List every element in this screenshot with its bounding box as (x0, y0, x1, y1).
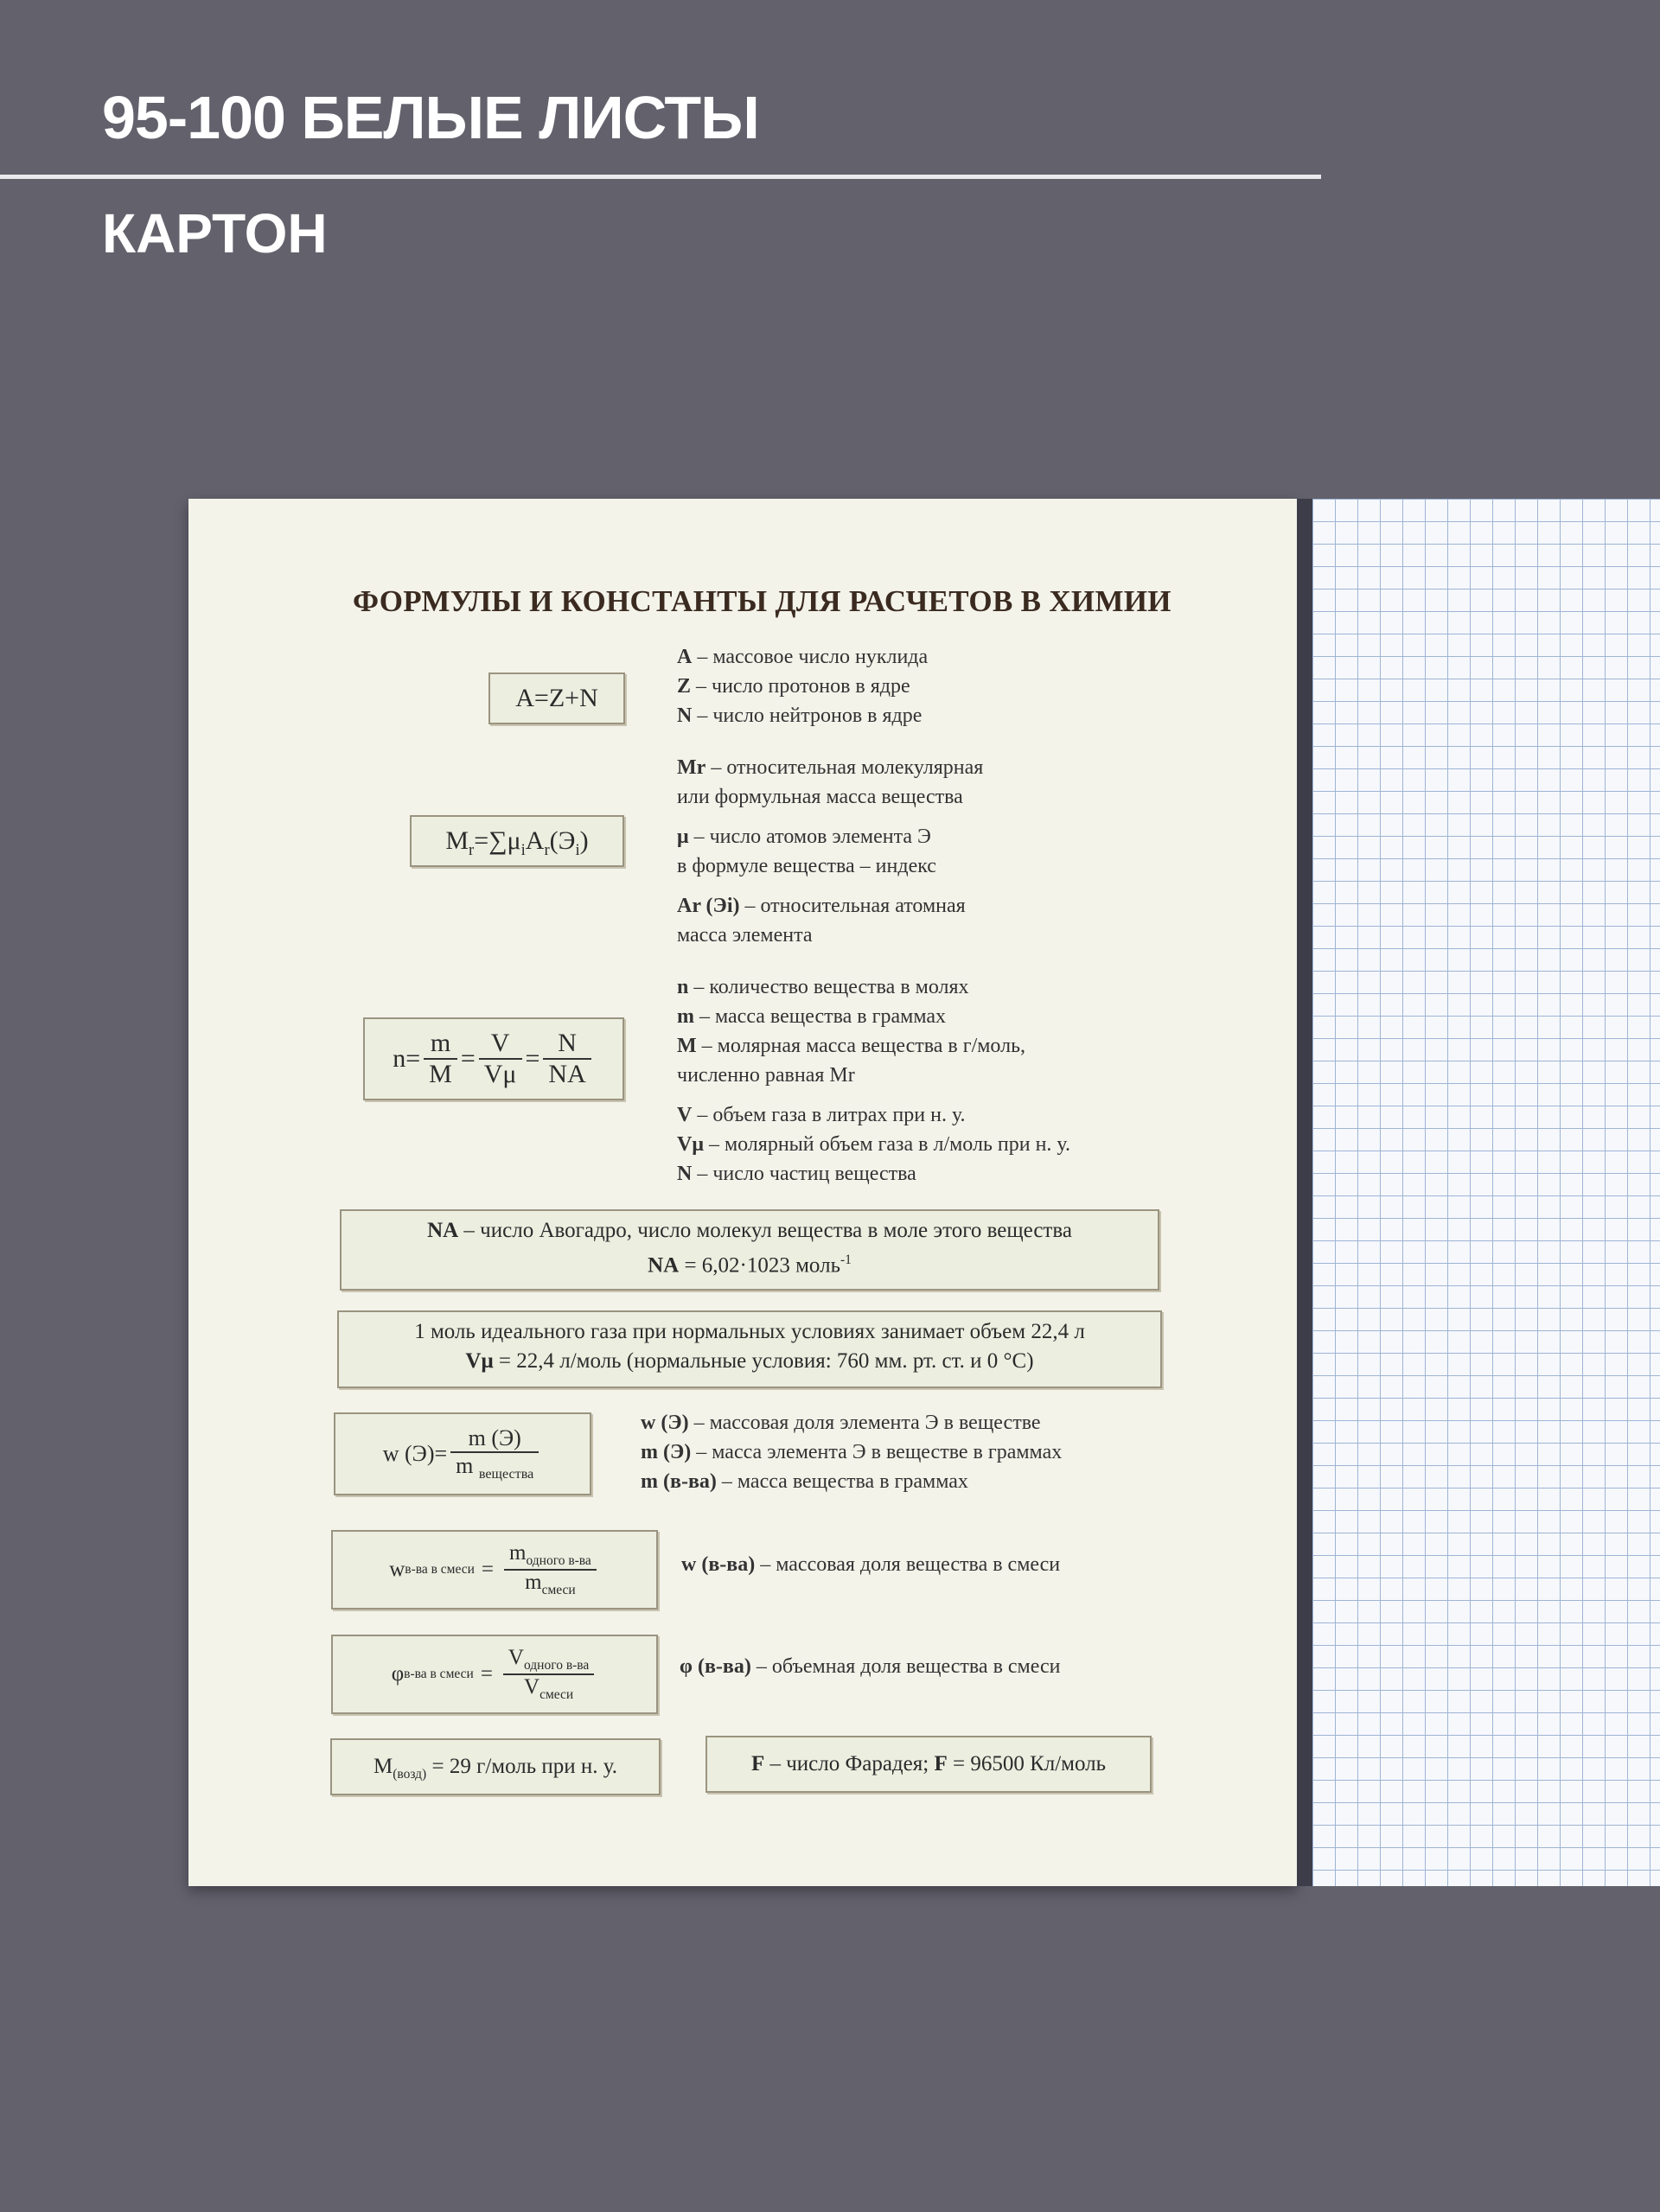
legend-line: μ – число атомов элемента Э (677, 826, 931, 848)
grid-paper-page (1312, 499, 1660, 1886)
mixture-volume-fraction-legend: φ (в-ва) – объемная доля вещества в смеси (680, 1655, 1061, 1678)
fraction: $\frac{V_{одного в-ва}}{V_{смеси}}$ (503, 1646, 594, 1703)
air-molar-mass-box: $M_{(возд)} = 29$ г/моль при н. у. (330, 1738, 661, 1795)
mass-fraction-formula: w (Э)= $\frac{m (Э)}{m _{вещества}}$ (334, 1412, 591, 1495)
legend-line: m (в-ва) – масса вещества в граммах (641, 1470, 968, 1493)
mass-fraction-legend (641, 1408, 1062, 1496)
cover-title: ФОРМУЛЫ И КОНСТАНТЫ ДЛЯ РАСЧЕТОВ В ХИМИИ (353, 584, 1172, 618)
fraction: $\frac{V}{V\mu}$ (479, 1029, 522, 1089)
legend-line: масса элемента (677, 924, 813, 947)
legend-line: V – объем газа в литрах при н. у. (677, 1104, 966, 1126)
amount-formula: n= $\frac{m}{M}$ = $\frac{V}{V\mu}$ = $\frac{N}{NA}$ (363, 1017, 624, 1100)
legend-line: Z – число протонов в ядре (677, 675, 910, 698)
mixture-volume-fraction-formula: φ в-ва в смеси = $\frac{V_{одного в-ва}}{V_{смеси}}$ (331, 1635, 658, 1714)
fraction: $\frac{N}{NA}$ (543, 1029, 591, 1089)
legend-line: n – количество вещества в молях (677, 976, 969, 998)
mixture-mass-fraction-legend: w (в-ва) – массовая доля вещества в смеси (681, 1553, 1061, 1576)
avogadro-box (340, 1209, 1159, 1291)
legend-line: N – число частиц вещества (677, 1163, 916, 1185)
ideal-gas-box (337, 1310, 1162, 1388)
legend-line: в формуле вещества – индекс (677, 855, 936, 877)
fraction: $\frac{m (Э)}{m _{вещества}}$ (450, 1425, 539, 1482)
mixture-mass-fraction-formula: w в-ва в смеси = $\frac{m_{одного в-ва}}{m_{смеси}}$ (331, 1530, 658, 1610)
legend-line: или формульная масса вещества (677, 786, 963, 808)
fraction: $\frac{m}{M}$ (424, 1029, 457, 1089)
molar-mass-formula: $M_r=\sum\mu_iA_r(Э_i)$ (410, 815, 624, 867)
subheadline: КАРТОН (102, 202, 328, 265)
divider (0, 175, 1321, 179)
legend-line: m – масса вещества в граммах (677, 1005, 946, 1028)
legend-line: Vμ – молярный объем газа в л/моль при н. у. (677, 1133, 1071, 1156)
molar-mass-legend (677, 753, 983, 950)
legend-line: Ar (Эi) – относительная атомная (677, 895, 966, 917)
headline: 95-100 БЕЛЫЕ ЛИСТЫ (102, 84, 759, 151)
formula-text: A=Z+N (515, 684, 598, 712)
legend-line: Mr – относительная молекулярная (677, 756, 984, 779)
legend-line: M – молярная масса вещества в г/моль, (677, 1035, 1026, 1057)
gas-line: 1 моль идеального газа при нормальных условиях занимает объем 22,4 л (414, 1320, 1085, 1343)
avogadro-line: NA – число Авогадро, число молекул вещества в моле этого вещества (427, 1219, 1072, 1242)
faraday-box: F – число Фарадея; F = 96500 Кл/моль (706, 1736, 1152, 1793)
nuclide-formula (488, 673, 625, 724)
legend-line: численно равная Mr (677, 1064, 855, 1087)
gas-molar-volume: Vμ = 22,4 л/моль (нормальные условия: 760 мм. рт. ст. и 0 °C) (465, 1349, 1034, 1373)
notebook-spine (1297, 499, 1312, 1886)
legend-line: w (Э) – массовая доля элемента Э в веществе (641, 1412, 1041, 1434)
legend-line: N – число нейтронов в ядре (677, 704, 923, 727)
fraction: $\frac{m_{одного в-ва}}{m_{смеси}}$ (504, 1541, 597, 1598)
nuclide-legend (677, 642, 928, 730)
avogadro-value: NA = 6,02·1023 моль$^{-1}$ (648, 1253, 852, 1278)
notebook-back-cover (188, 499, 1297, 1886)
legend-line: m (Э) – масса элемента Э в веществе в граммах (641, 1441, 1063, 1463)
legend-line: A – массовое число нуклида (677, 646, 929, 668)
amount-legend (677, 972, 1070, 1189)
